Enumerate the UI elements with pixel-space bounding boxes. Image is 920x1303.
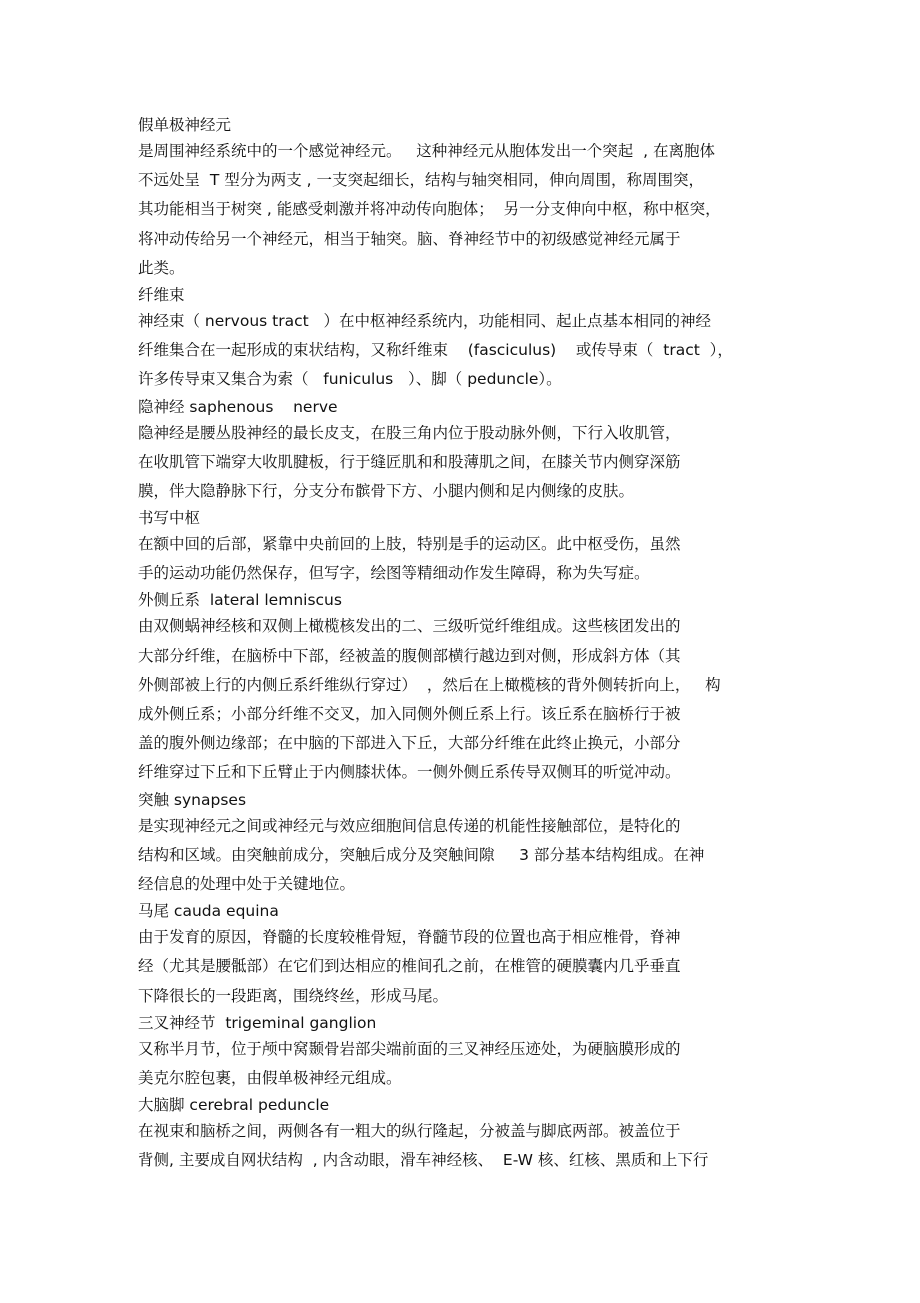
entry-title: 三叉神经节 trigeminal ganglion [138, 1013, 377, 1032]
entry-line: 此类。 [138, 258, 185, 277]
entry-title: 书写中枢 [138, 509, 201, 528]
entry-line: 外侧部被上行的内侧丘系纤维纵行穿过） ，然后在上橄榄核的背外侧转折向上， 构 [138, 675, 721, 694]
entry-line: 纤维穿过下丘和下丘臂止于内侧膝状体。一侧外侧丘系传导双侧耳的听觉冲动。 [138, 763, 681, 782]
entry-line: 结构和区域。由突触前成分，突触后成分及突触间隙 3 部分基本结构组成。在神 [138, 845, 705, 864]
document-body [138, 113, 788, 1175]
entry-line: 在收肌管下端穿大收肌腱板，行于缝匠肌和和股薄肌之间，在膝关节内侧穿深筋 [138, 452, 681, 471]
entry [138, 395, 788, 507]
entry-title: 突触 synapses [138, 790, 247, 809]
entry-line: 经（尤其是腰骶部）在它们到达相应的椎间孔之前，在椎管的硬膜囊内几乎垂直 [138, 957, 681, 976]
entry-line: 是周围神经系统中的一个感觉神经元。 这种神经元从胞体发出一个突起 , 在离胞体 [138, 142, 715, 160]
entry-title: 外侧丘系 lateral lemniscus [138, 591, 342, 610]
entry-line: 美克尔腔包裹，由假单极神经元组成。 [138, 1068, 402, 1087]
entry-title: 马尾 cauda equina [138, 902, 279, 921]
entry-line: 不远处呈 T 型分为两支 , 一支突起细长，结构与轴突相同，伸向周围，称周围突， [138, 171, 705, 190]
entry [138, 588, 788, 787]
entry-title: 隐神经 saphenous nerve [138, 397, 338, 416]
entry [138, 1093, 788, 1175]
entry-line: 下降很长的一段距离，围绕终丝，形成马尾。 [138, 986, 449, 1005]
entry-line: 神经束（ nervous tract ）在中枢神经系统内，功能相同、起止点基本相同的神经 [138, 311, 711, 330]
entry-line: 手的运动功能仍然保存，但写字，绘图等精细动作发生障碍，称为失写症。 [138, 564, 650, 583]
entry-line: 成外侧丘系；小部分纤维不交叉，加入同侧外侧丘系上行。该丘系在脑桥行于被 [138, 705, 681, 723]
entry-title: 假单极神经元 [138, 116, 232, 134]
entry [138, 788, 788, 900]
entry [138, 506, 788, 588]
entry-line: 其功能相当于树突 , 能感受刺激并将冲动传向胞体； 另一分支伸向中枢，称中枢突， [138, 200, 721, 219]
entry-line: 又称半月节，位于颅中窝颞骨岩部尖端前面的三叉神经压迹处，为硬脑膜形成的 [138, 1039, 681, 1058]
entry-line: 在额中回的后部，紧靠中央前回的上肢，特别是手的运动区。此中枢受伤，虽然 [138, 535, 681, 554]
entry [138, 899, 788, 1011]
entry-line: 将冲动传给另一个神经元，相当于轴突。脑、脊神经节中的初级感觉神经元属于 [138, 229, 681, 248]
entry-line: 在视束和脑桥之间，两侧各有一粗大的纵行隆起，分被盖与脚底两部。被盖位于 [138, 1122, 681, 1141]
entry-line: 隐神经是腰丛股神经的最长皮支，在股三角内位于股动脉外侧，下行入收肌管， [138, 423, 681, 442]
entry-line: 是实现神经元之间或神经元与效应细胞间信息传递的机能性接触部位，是特化的 [138, 816, 681, 835]
entry-line: 由双侧蜗神经核和双侧上橄榄核发出的二、三级听觉纤维组成。这些核团发出的 [138, 617, 681, 636]
entry-line: 盖的腹外侧边缘部；在中脑的下部进入下丘，大部分纤维在此终止换元，小部分 [138, 734, 681, 753]
entry-title: 纤维束 [138, 285, 185, 304]
entry [138, 283, 788, 395]
entry-line: 许多传导束又集合为索（ funiculus ）、脚（ peduncle）。 [138, 370, 562, 389]
entry-title: 大脑脚 cerebral peduncle [138, 1096, 330, 1115]
entry-line: 大部分纤维，在脑桥中下部，经被盖的腹侧部横行越边到对侧，形成斜方体（其 [138, 646, 681, 665]
entry-line: 由于发育的原因，脊髓的长度较椎骨短，脊髓节段的位置也高于相应椎骨，脊神 [138, 928, 681, 947]
entry-line: 经信息的处理中处于关键地位。 [138, 874, 356, 893]
entry [138, 1011, 788, 1093]
entry-line: 背侧, 主要成自网状结构 , 内含动眼，滑车神经核、 E-W 核、红核、黑质和上下行 [138, 1151, 709, 1170]
entry-line: 纤维集合在一起形成的束状结构，又称纤维束 (fasciculus) 或传导束（ tract ）， [138, 341, 733, 360]
entry-line: 膜，伴大隐静脉下行，分支分布髌骨下方、小腿内侧和足内侧缘的皮肤。 [138, 481, 635, 500]
entry [138, 113, 788, 283]
